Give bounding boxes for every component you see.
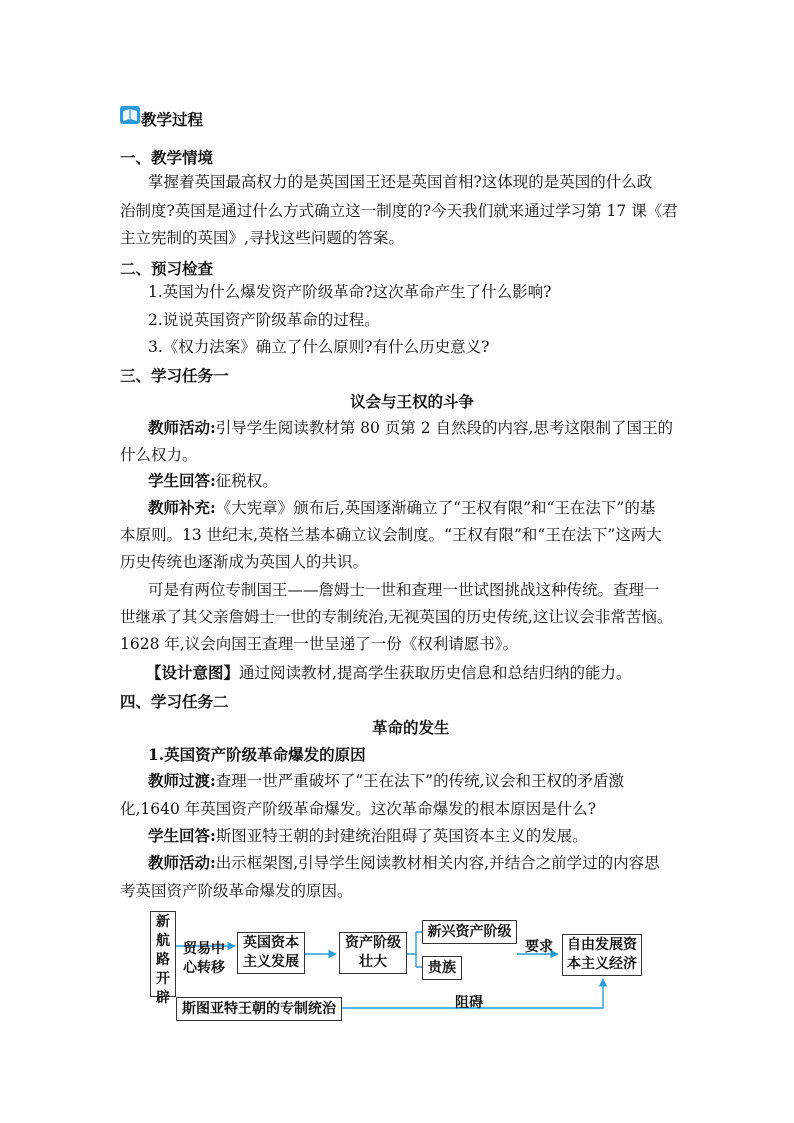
route-char-1: 新 xyxy=(156,914,170,930)
box-free-line-1: 自由发展资 xyxy=(567,937,637,953)
design-intent-text: 通过阅读教材,提高学生获取历史信息和总结归纳的能力。 xyxy=(239,664,632,682)
box-new-route xyxy=(150,911,176,1006)
trade-label-line-1: 贸易中 xyxy=(183,941,225,957)
heading-task-2: 四、学习任务二 xyxy=(120,692,229,711)
situation-line-1: 掌握着英国最高权力的是英国国王还是英国首相?这体现的是英国的什么政 xyxy=(148,173,653,191)
book-icon xyxy=(120,106,140,124)
box-bourgeoisie-line-1: 资产阶级 xyxy=(345,935,401,951)
teacher-supplement-text: 《大宪章》颁布后,英国逐渐确立了“王权有限”和“王在法下”的基 xyxy=(215,499,656,517)
teacher-supplement-line-1 xyxy=(148,497,655,519)
box-capital-line-2: 主义发展 xyxy=(243,954,299,970)
heading-situation: 一、教学情境 xyxy=(120,148,214,167)
history-para-line-1: 可是有两位专制国王——詹姆士一世和查理一世试图挑战这种传统。查理一 xyxy=(148,581,660,599)
box-nobility: 贵族 xyxy=(422,956,462,980)
box-free-capitalism xyxy=(562,934,642,976)
student-answer-2-text: 斯图亚特王朝的封建统治阻碍了英国资本主义的发展。 xyxy=(215,827,588,845)
teacher-activity-2-line-1 xyxy=(148,852,660,874)
demand-label: 要求 xyxy=(525,939,553,955)
teacher-activity-2-line-2: 考英国资产阶级革命爆发的原因。 xyxy=(120,882,353,900)
box-capital-line-1: 英国资本 xyxy=(243,935,299,951)
route-char-3: 路 xyxy=(156,952,170,968)
history-para-line-3: 1628 年,议会向国王查理一世呈递了一份《权利请愿书》。 xyxy=(120,635,519,653)
preview-item-1: 1.英国为什么爆发资产阶级革命?这次革命产生了什么影响? xyxy=(148,283,552,301)
situation-line-3: 主立宪制的英国》,寻找这些问题的答案。 xyxy=(120,229,404,247)
teacher-supplement-line-3: 历史传统也逐渐成为英国人的共识。 xyxy=(120,553,369,571)
teacher-transition-line-2: 化,1640 年英国资产阶级革命爆发。这次革命爆发的根本原因是什么? xyxy=(120,800,597,818)
student-answer-1 xyxy=(148,470,278,492)
box-free-line-2: 本主义经济 xyxy=(567,956,637,972)
student-answer-text: 征税权。 xyxy=(215,472,278,490)
preview-item-2: 2.说说英国资产阶级革命的过程。 xyxy=(148,311,380,329)
bracket-classes xyxy=(407,932,422,967)
situation-line-2: 治制度?英国是通过什么方式确立这一制度的?今天我们就来通过学习第 17 课《君 xyxy=(120,202,678,220)
preview-item-3: 3.《权力法案》确立了什么原则?有什么历史意义? xyxy=(148,338,490,356)
heading-preview: 二、预习检查 xyxy=(120,259,214,278)
trade-label-line-2: 心转移 xyxy=(183,960,225,976)
cause-subheading: 1.英国资产阶级革命爆发的原因 xyxy=(148,745,366,764)
task-2-title: 革命的发生 xyxy=(372,718,450,737)
teacher-transition-line-1 xyxy=(148,770,624,792)
student-answer-label: 学生回答: xyxy=(148,471,216,490)
student-answer-2 xyxy=(148,825,588,847)
section-title: 教学过程 xyxy=(141,110,204,129)
hinder-label: 阻碍 xyxy=(455,995,483,1011)
heading-task-1: 三、学习任务一 xyxy=(120,366,229,385)
task-1-title: 议会与王权的斗争 xyxy=(350,392,475,411)
route-char-4: 开 xyxy=(156,971,170,987)
box-bourgeoisie-line-2: 壮大 xyxy=(359,954,387,970)
design-intent xyxy=(146,662,631,684)
route-char-5: 辟 xyxy=(156,990,170,1006)
design-intent-label: 【设计意图】 xyxy=(146,663,240,682)
teacher-activity-2-text: 出示框架图,引导学生阅读教材相关内容,并结合之前学过的内容思 xyxy=(215,854,660,872)
teacher-activity-2-label: 教师活动: xyxy=(148,853,216,872)
teacher-transition-label: 教师过渡: xyxy=(148,771,216,790)
box-new-bourgeoisie: 新兴资产阶级 xyxy=(422,920,517,944)
box-capitalism-development xyxy=(237,932,305,974)
teacher-activity-text: 引导学生阅读教材第 80 页第 2 自然段的内容,思考这限制了国王的 xyxy=(215,419,673,437)
box-stuart-autocracy: 斯图亚特王朝的专制统治 xyxy=(176,997,342,1021)
teacher-activity-line-1 xyxy=(148,417,673,439)
history-para-line-2: 世继承了其父亲詹姆士一世的专制统治,无视英国的历史传统,这让议会非常苦恼。 xyxy=(120,608,673,626)
teacher-activity-label: 教师活动: xyxy=(148,418,216,437)
teacher-transition-text: 查理一世严重破坏了“王在法下”的传统,议会和王权的矛盾激 xyxy=(215,772,625,790)
route-char-2: 航 xyxy=(156,933,170,949)
teacher-activity-line-2: 什么权力。 xyxy=(120,446,198,464)
student-answer-2-label: 学生回答: xyxy=(148,826,216,845)
teacher-supplement-label: 教师补充: xyxy=(148,498,216,517)
box-bourgeoisie-growth xyxy=(339,932,407,974)
teacher-supplement-line-2: 本原则。13 世纪末,英格兰基本确立议会制度。“王权有限”和“王在法下”这两大 xyxy=(120,526,662,544)
